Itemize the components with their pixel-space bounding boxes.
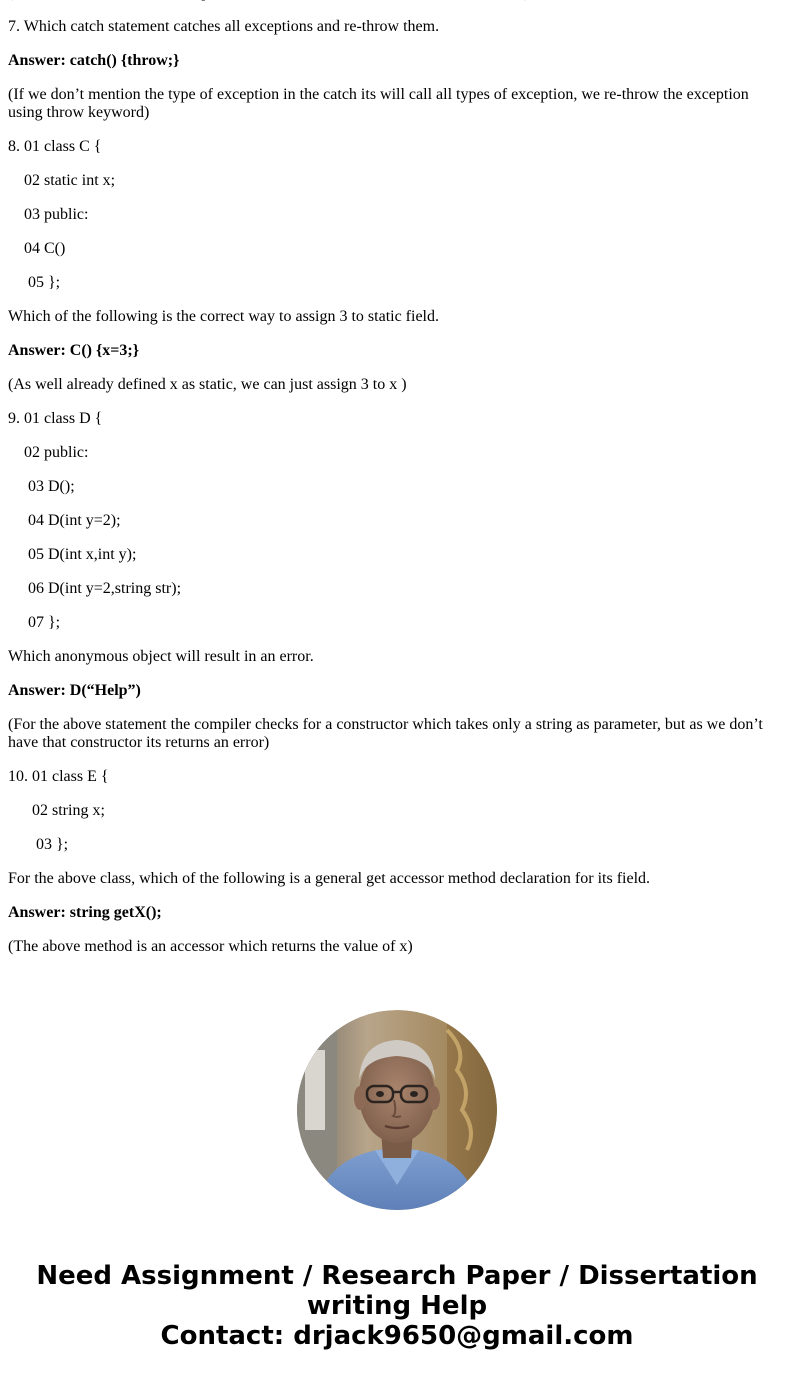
- text-paragraph: 8. 01 class C {: [8, 138, 102, 155]
- answer-line: Answer: D(“Help”): [8, 682, 141, 699]
- text-paragraph: 02 string x;: [32, 802, 105, 819]
- text-paragraph: 06 D(int y=2,string str);: [28, 580, 182, 597]
- text-paragraph: 02 public:: [24, 444, 89, 461]
- text-paragraph: 03 D();: [28, 478, 75, 495]
- text-paragraph: [8, 0, 778, 2]
- article-body: [8, 0, 778, 972]
- text-paragraph: 03 };: [36, 836, 69, 853]
- promo-headline-line2: writing Help: [306, 1291, 488, 1321]
- text-paragraph: 07 };: [28, 614, 61, 631]
- answer-line: Answer: C() {x=3;}: [8, 342, 140, 359]
- text-paragraph: (As well already defined x as static, we can just assign 3 to x ): [8, 376, 407, 393]
- text-paragraph: (The above method is an accessor which returns the value of x): [8, 938, 413, 955]
- text-paragraph: 9. 01 class D {: [8, 410, 103, 427]
- text-paragraph: (For the above statement the compiler checks for a constructor which takes only a string as parameter, but as we don’t have that constructor its returns an error): [8, 716, 763, 751]
- text-paragraph: 04 C(): [24, 240, 66, 257]
- text-paragraph: (If we don’t mention the type of exception in the catch its will call all types of exception, we re-throw the exception using throw keyword): [8, 86, 749, 121]
- text-paragraph: 05 D(int x,int y);: [28, 546, 137, 563]
- author-photo: [297, 1010, 497, 1210]
- promo-headline-line1: Need Assignment / Research Paper / Dissertation: [36, 1261, 758, 1291]
- promo-contact-email[interactable]: Contact: drjack9650@gmail.com: [160, 1321, 634, 1351]
- promo-banner: [0, 1261, 794, 1351]
- text-paragraph: 03 public:: [24, 206, 89, 223]
- text-paragraph: 04 D(int y=2);: [28, 512, 121, 529]
- text-paragraph: For the above class, which of the following is a general get accessor method declaration for its field.: [8, 870, 651, 887]
- text-paragraph: 05 };: [28, 274, 61, 291]
- text-paragraph: 7. Which catch statement catches all exceptions and re-throw them.: [8, 18, 440, 35]
- text-paragraph: Which of the following is the correct way to assign 3 to static field.: [8, 308, 439, 325]
- text-paragraph: 02 static int x;: [24, 172, 116, 189]
- text-paragraph: 10. 01 class E {: [8, 768, 109, 785]
- author-portrait-image: [297, 1010, 497, 1210]
- answer-line: Answer: string getX();: [8, 904, 162, 921]
- text-paragraph: Which anonymous object will result in an error.: [8, 648, 314, 665]
- answer-line: Answer: catch() {throw;}: [8, 52, 180, 69]
